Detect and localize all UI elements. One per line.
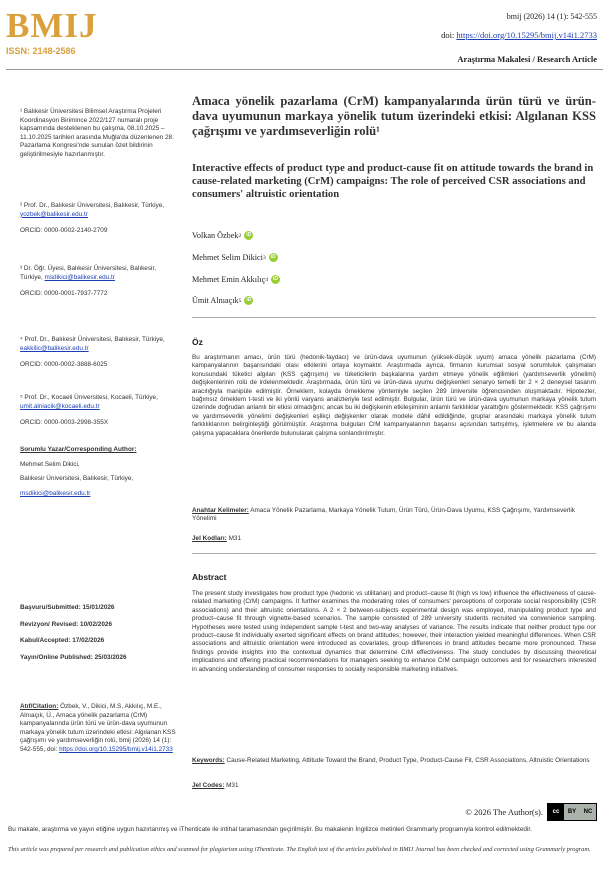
dates: Başvuru/Submitted: 15/01/2026 Revizyon/ Revised: 10/02/2026 Kabul/Accepted: 17/02/2026 Yayın/Online Published: 25/03/2026 — [20, 604, 127, 661]
author-affil-2: ² Prof. Dr., Balıkesir Üniversitesi, Balıkesir, Türkiye, yozbek@balikesir.edu.tr ORCID: 0000-0002-2140-2709 — [20, 202, 165, 235]
title-turkish: Amaca yönelik pazarlama (CrM) kampanyalarında ürün türü ve ürün-dava uyumunun markaya yönelik tutum üzerindeki etkisi: Algılanan KSS çağrışımı ve yardımseverliğin rolü¹ — [192, 94, 596, 138]
ethics-note-en: This article was prepared per research and publication ethics and scanned for plagiarism using iThenticate. The English text of the articles published in BMIJ Journal has been checked and corrected using Grammarly program. — [8, 846, 591, 853]
funding-note: ¹ Balıkesir Üniversitesi Bilimsel Araştırma Projeleri Koordinasyon Birimince 2022/127 numaralı proje kapsamında desteklenen bu çalışma, 08.10.2025 – 11.10.2025 tarihleri arasında Muğla'da düzenlenen 28. Pazarlama Kongresi'nde sunulan özet bildirinin geliştirilmesiyle hazırlanmıştır. — [20, 108, 174, 158]
email-link[interactable]: umit.alniacik@kocaeli.edu.tr — [20, 402, 100, 410]
oz-heading: Öz — [192, 337, 203, 347]
issn: ISSN: 2148-2586 — [6, 46, 76, 56]
title-english: Interactive effects of product type and product-cause fit on attitude towards the brand in cause-related marketing (CrM) campaigns: The role of perceived CSR associations and consumers' altruistic orientation — [192, 163, 594, 200]
orcid-icon[interactable]: iD — [246, 297, 252, 303]
abstract-text: The present study investigates how product type (hedonic vs utilitarian) and product–cause fit (high vs low) influence the effectiveness of cause-related marketing (CrM) campaigns. It further examines the moderating roles of consumers' perceptions of corporate social responsibility (CSR associations) and their altruistic orientations. A 2 × 2 between-subjects experimental design was employed, manipulating product type and product–cause fit through vignette-based scenarios. The sample consisted of 289 university students recruited via convenience sampling. Hypotheses were tested using independent sample t-test and two-way analyses of variance. The results indicate that neither product type nor product–cause fit individually exerted significant effects on brand attitudes; however, their interaction yielded meaningful differences. When CSR associations and altruistic orientation were introduced as covariates, group differences in brand attitudes became more pronounced. These findings provide insights into the contextual dynamics that determine CrM effectiveness. The study concludes by discussing theoretical implications and offering practical recommendations for managers seeking to enhance CrM campaign outcomes and for researchers interested in advancing understanding of consumer responses to socially responsible marketing initiatives. — [192, 590, 596, 673]
doi-link[interactable]: https://doi.org/10.15295/bmij.v14i1.2733 — [456, 30, 597, 40]
author-name: Ümit Alnıaçık 5 iD — [192, 296, 252, 305]
email-link[interactable]: msdikici@balikesir.edu.tr — [44, 273, 115, 281]
oz-text: Bu araştırmanın amacı, ürün türü (hedonik-faydacı) ve ürün-dava uyumunun (yüksek-düşük uyum) amaca yönelik pazarlama (CrM) kampanyalarının başarısındaki olası etkilerini ortaya koymaktır. Araştırmada ayrıca, firmanın kurumsal sosyal sorumluluk çalışmaları konusundaki tüketici algıları (KSS çağrışımı) ve tüketicilerin başkalarına yardım etmeye yönelik eğilimleri (yardımseverlik yönelimi) değişkenlerinin rolü de irdelenmektedir. Araştırmada, ürün türü ve ürün-dava uyumu değişkenleri senaryo temelli bir 2 × 2 deneysel tasarım aracılığıyla manipüle edilmiştir. Örneklem, kolayda örnekleme yöntemiyle seçilen 289 üniversite öğrencisinden oluşmaktadır. Hipotezler, bağımsız örneklem t-testi ve iki yönlü varyans analizleriyle test edilmiştir. Bulgular, ürün türü ve ürün-dava uyumunun markaya yönelik tutum üzerinde doğrudan anlamlı bir etkisi olmadığını; ancak bu iki değişkenin etkileşiminin anlamlı farklılıklar yarattığını göstermektedir. KSS çağrışımı ve yardımseverlik yönelimi değişkenleri eşlikçi değişkenler olarak modele dâhil edildiğinde, gruplar arasındaki markaya yönelik tutum farklılıklarının belirginleştiği görülmüştür. Araştırma bulguları CrM kampanyalarının başarısı açısından tartışılmış, işletmelere ve bu alanda çalışma yapacaklara önerilerde bulunularak çalışma sonlandırılmıştır. — [192, 354, 596, 437]
orcid-icon[interactable]: iD — [246, 232, 252, 238]
email-link[interactable]: yozbek@balikesir.edu.tr — [20, 210, 88, 218]
author-affil-5: ⁵ Prof. Dr., Kocaeli Üniversitesi, Kocaeli, Türkiye, umit.alniacik@kocaeli.edu.tr ORCID: 0000-0003-2998-355X — [20, 394, 158, 427]
keywords-english: Keywords: Cause-Related Marketing, Attitude Toward the Brand, Product Type, Product-Cause Fit, CSR Associations, Altruistic Orientations — [192, 757, 590, 764]
license — [465, 803, 597, 821]
citation: Atıf/Citation: Özbek, V., Dikici, M.S, Akkılıç, M.E., Alnıaçık, Ü., Amaca yönelik pazarlama (CrM) kampanyalarında ürün türü ve ürün-dava uyumunun markaya yönelik tutum üzerindeki etkisi: Algılanan KSS çağrışımı ve yardımseverliğin rolü, bmij (2026) 14 (1): 542-555, doi: https://doi.org/10.15295/bmij.v14i1.2733 — [20, 703, 176, 753]
ethics-note-tr: Bu makale, araştırma ve yayın etiğine uygun hazırlanmış ve iThenticate ile intihal taramasından geçirilmiştir. Bu makalenin İngilizce metinleri Grammarly programıyla kontrol edilmektedir. — [8, 826, 532, 833]
author-affil-3: ³ Dr. Öğr. Üyesi, Balıkesir Üniversitesi, Balıkesir, Türkiye, msdikici@balikesir.edu.tr ORCID: 0000-0001-7937-7772 — [20, 265, 157, 298]
jel-turkish: Jel Kodları: M31 — [192, 535, 242, 542]
abstract-heading: Abstract — [192, 572, 227, 582]
email-link[interactable]: eakkilic@balikesir.edu.tr — [20, 344, 89, 352]
header-doi: doi: https://doi.org/10.15295/bmij.v14i1.2733 — [441, 30, 597, 40]
divider — [192, 317, 596, 318]
orcid-icon[interactable]: iD — [270, 254, 276, 260]
author-name: Mehmet Selim Dikici 3 iD — [192, 253, 276, 262]
article-type: Araştırma Makalesi / Research Article — [457, 54, 597, 64]
journal-ref: bmij (2026) 14 (1): 542-555 — [506, 12, 597, 21]
email-link[interactable]: msdikici@balikesir.edu.tr — [20, 489, 91, 497]
copyright: © 2026 The Author(s). — [465, 807, 543, 817]
keywords-turkish: Anahtar Kelimeler: Amaca Yönelik Pazarlama, Markaya Yönelik Tutum, Ürün Türü, Ürün-Dava Uyumu, KSS Çağrışımı, Yardımseverlik Yönelimi — [192, 507, 575, 523]
divider — [192, 553, 596, 554]
author-name: Volkan Özbek 2 iD — [192, 231, 252, 240]
author-name: Mehmet Emin Akkılıç 4 iD — [192, 275, 278, 284]
author-affil-4: ⁴ Prof. Dr., Balıkesir Üniversitesi, Balıkesir, Türkiye, eakkilic@balikesir.edu.tr ORCID: 0000-0002-3888-6025 — [20, 336, 165, 369]
header-rule — [6, 69, 603, 70]
corresponding-author: Sorumlu Yazar/Corresponding Author: Mehmet Selim Dikici, Balıkesir Üniversitesi, Balıkesir, Türkiye, msdikici@balikesir.edu.tr — [20, 446, 180, 498]
orcid-icon[interactable]: iD — [272, 276, 278, 282]
cc-license-badge[interactable]: cc BY NC — [547, 803, 597, 821]
jel-english: Jel Codes: M31 — [192, 782, 239, 789]
citation-doi-link[interactable]: https://doi.org/10.15295/bmij.v14i1.2733 — [59, 745, 173, 753]
journal-logo: BMIJ — [6, 6, 98, 45]
